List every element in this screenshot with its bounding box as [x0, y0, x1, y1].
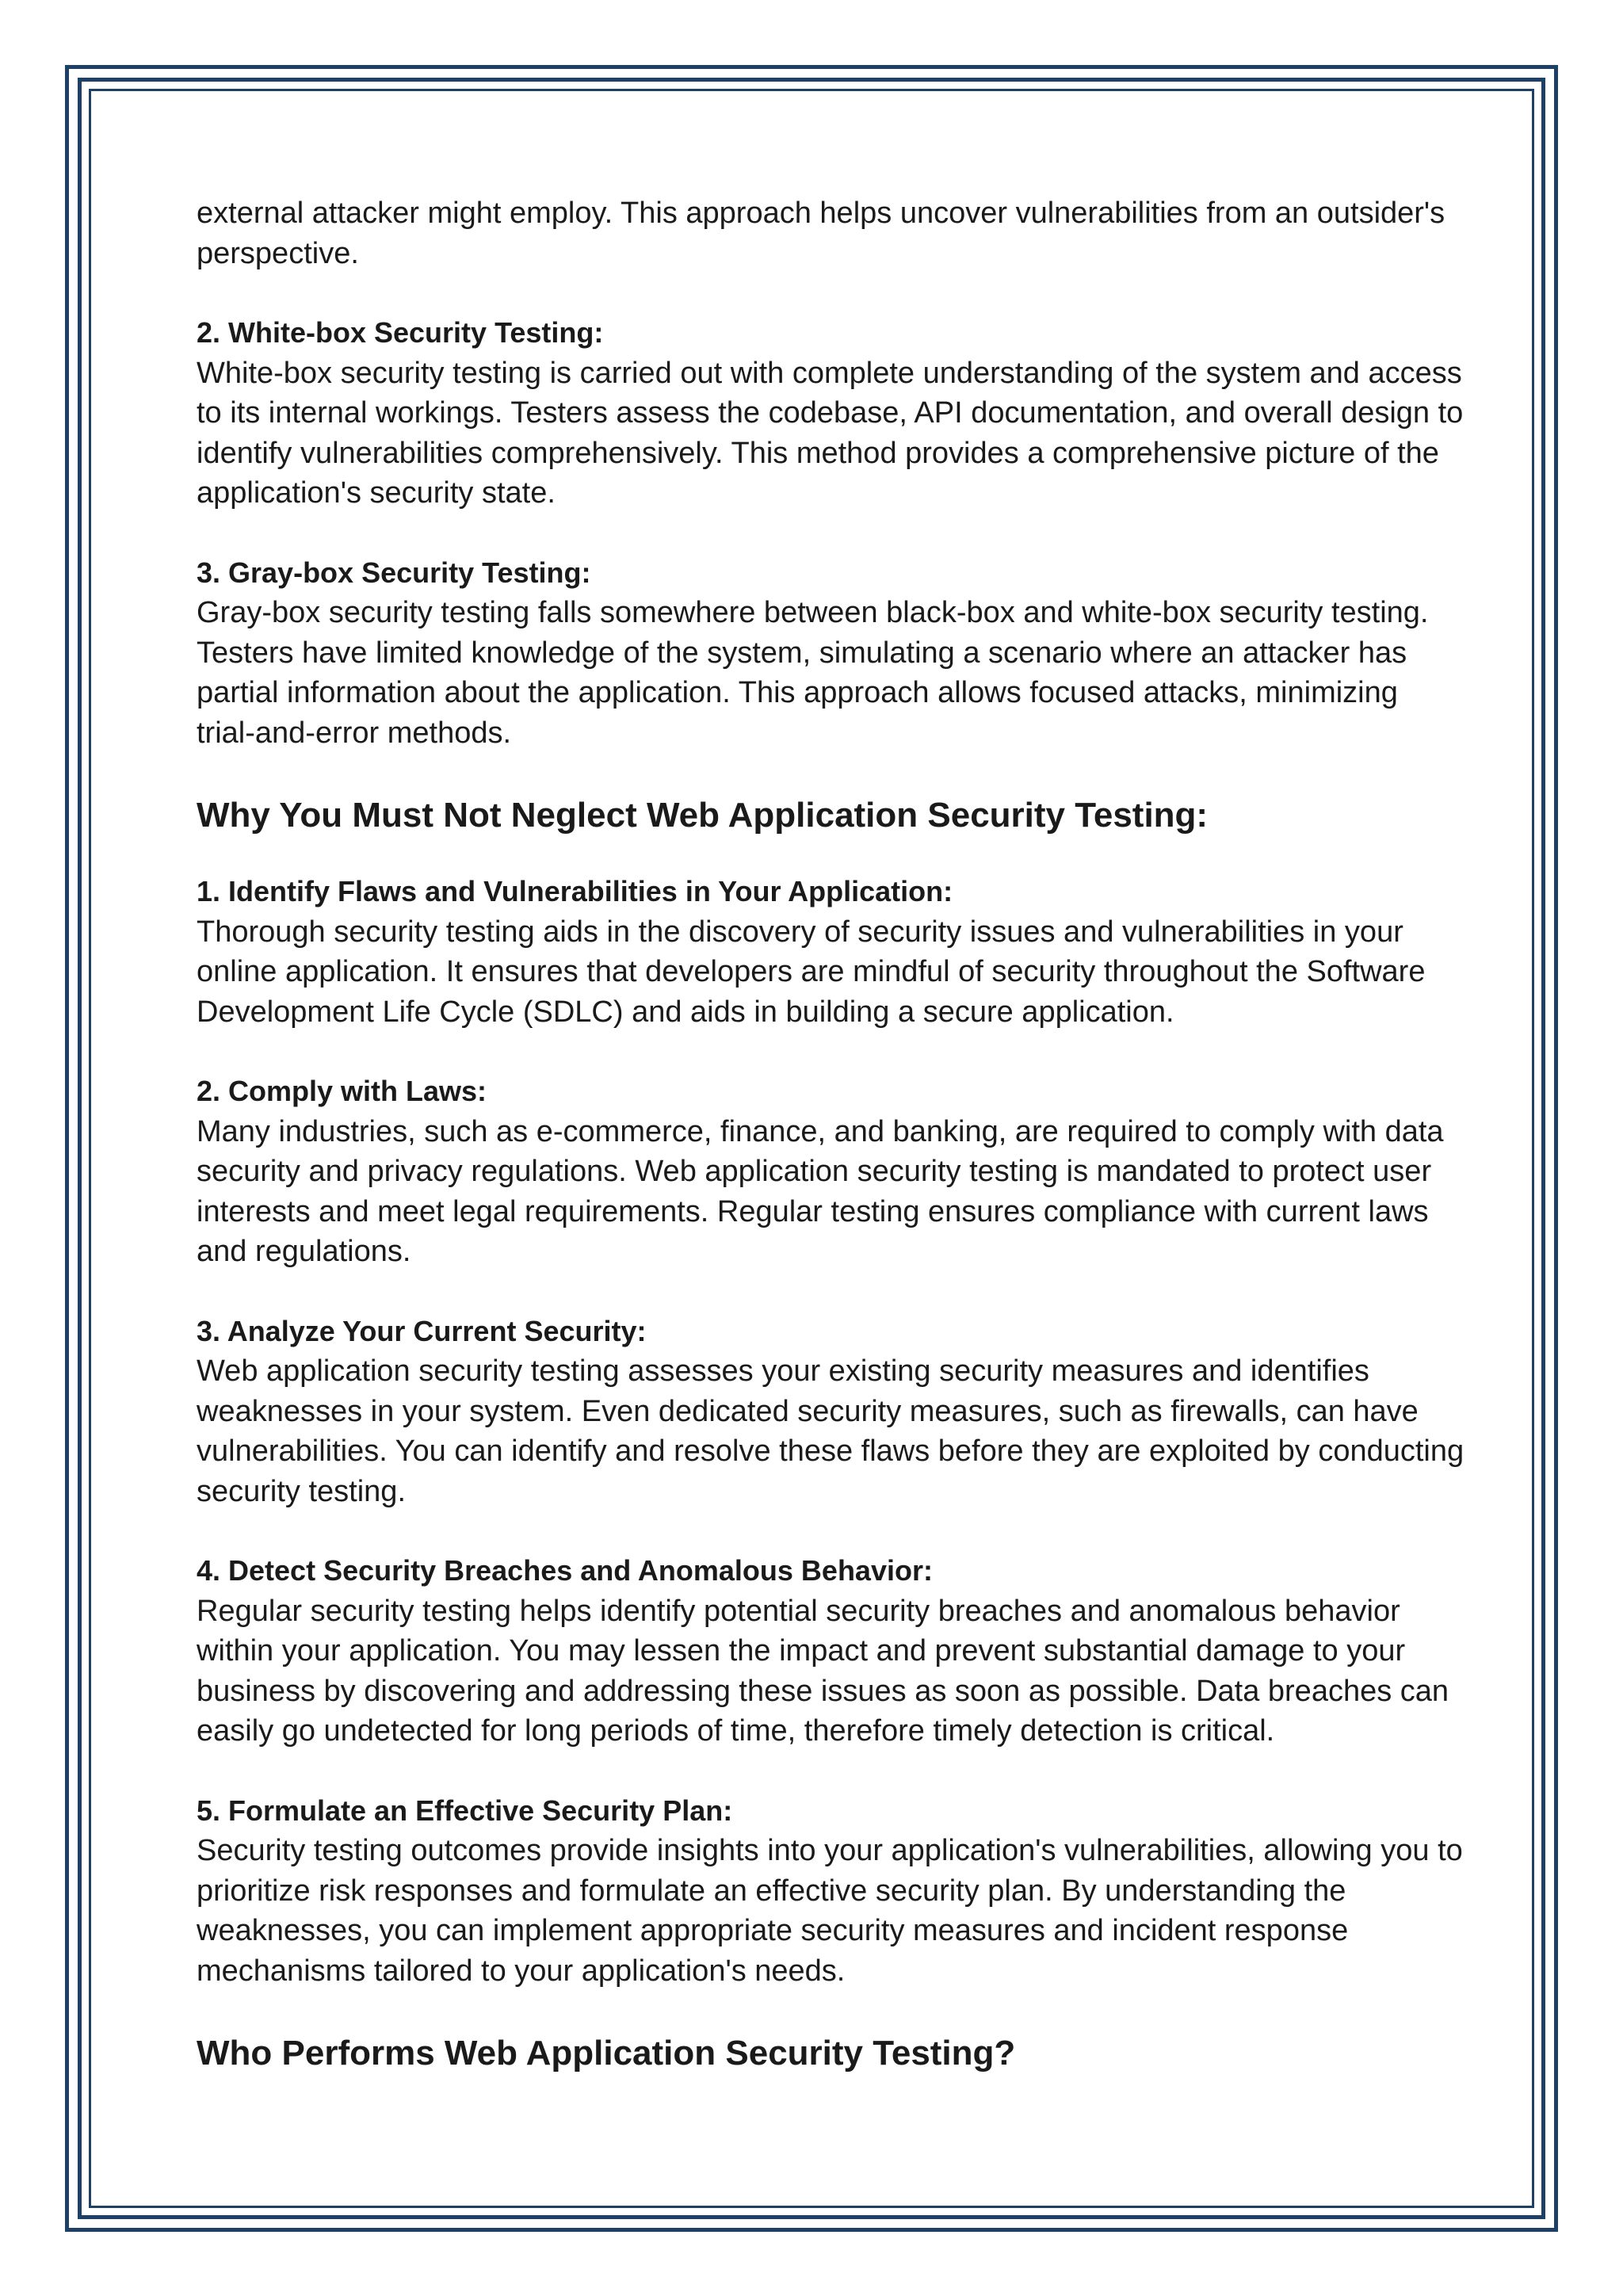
testing-type-white-box: [197, 313, 1465, 514]
intro-block: [197, 193, 1465, 273]
intro-paragraph: external attacker might employ. This approach helps uncover vulnerabilities from an outsider's perspective.: [197, 197, 1445, 270]
why-item-body: Many industries, such as e-commerce, finance, and banking, are required to comply with data security and privacy regulations. Web application security testing is mandated to protect user interests and meet legal requirements. Regular testing ensures compliance with current laws and regulations.: [197, 1114, 1444, 1268]
why-item-body: Web application security testing assesses your existing security measures and identifies weaknesses in your system. Even dedicated security measures, such as firewalls, can have vulnerabilities. You can identify and resolve these flaws before they are exploited by conducting security testing.: [197, 1354, 1465, 1508]
why-item-title: 2. Comply with Laws:: [197, 1075, 487, 1107]
who-section-heading: Who Performs Web Application Security Testing?: [197, 2034, 1016, 2073]
why-item-identify-flaws: [197, 872, 1465, 1032]
why-item-comply-laws: [197, 1072, 1465, 1272]
why-item-security-plan: [197, 1791, 1465, 1992]
testing-type-body: White-box security testing is carried out with complete understanding of the system and access to its internal workings. Testers assess the codebase, API documentation, and overall design to identify vulnerabilities comprehensively. This method provides a comprehensive picture of the application's security state.: [197, 356, 1464, 510]
why-item-body: Regular security testing helps identify potential security breaches and anomalous behavior within your application. You may lessen the impact and prevent substantial damage to your business by discovering and addressing these issues as soon as possible. Data breaches can easily go undetected for long periods of time, therefore timely detection is critical.: [197, 1594, 1449, 1748]
why-item-title: 3. Analyze Your Current Security:: [197, 1314, 647, 1347]
testing-type-gray-box: [197, 553, 1465, 754]
why-item-body: Thorough security testing aids in the discovery of security issues and vulnerabilities in your online application. It ensures that developers are mindful of security throughout the Software Development Life Cycle (SDLC) and aids in building a secure application.: [197, 915, 1426, 1029]
why-item-analyze-security: [197, 1312, 1465, 1512]
testing-type-body: Gray-box security testing falls somewhere between black-box and white-box security testing. Testers have limited knowledge of the system, simulating a scenario where an attacker has partial information about the application. This approach allows focused attacks, minimizing trial-and-error methods.: [197, 596, 1429, 750]
testing-type-title: 2. White-box Security Testing:: [197, 316, 604, 349]
why-item-title: 5. Formulate an Effective Security Plan:: [197, 1794, 733, 1827]
why-item-body: Security testing outcomes provide insights into your application's vulnerabilities, allowing you to prioritize risk responses and formulate an effective security plan. By understanding the weaknesses, you can implement appropriate security measures and incident response mechanisms tailored to your application's needs.: [197, 1834, 1463, 1988]
why-item-title: 1. Identify Flaws and Vulnerabilities in Your Application:: [197, 875, 953, 907]
testing-type-title: 3. Gray-box Security Testing:: [197, 556, 591, 589]
document-content: [197, 193, 1465, 2110]
why-section-heading: Why You Must Not Neglect Web Application Security Testing:: [197, 796, 1209, 835]
why-item-detect-breaches: [197, 1551, 1465, 1752]
why-item-title: 4. Detect Security Breaches and Anomalous Behavior:: [197, 1554, 933, 1587]
